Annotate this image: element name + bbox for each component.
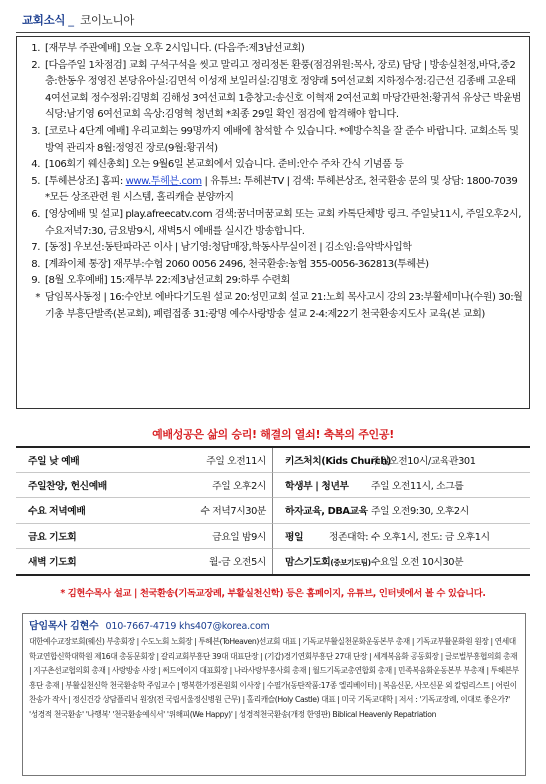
section-subtitle: 코이노니아 (80, 13, 135, 27)
news-text (45, 174, 523, 207)
worship-name: 맘스기도회 (285, 557, 331, 569)
worship-name: 키즈처치(Kids Church) (285, 456, 391, 468)
news-text: [코로나 4단계 예배] 우리교회는 99명까지 예배에 참석할 수 있습니다. *예방수칙을 잘 준수 바랍니다. 교회소독 및 방역 관리자 8월:정영진 장로(9월:황귀석) (45, 125, 519, 154)
pastor-bio: 대한예수교장로회(웨신) 부총회장 | 수도노회 노회장 | 투헤븐(ToHeaven)선교회 대표 | 기독교부활실천문화운동본부 총재 | 기독교부활문화원 원장 | 연세대학교연합신학대학원 제16대 총동문회장 | 갈리교회부흥단 39대 대표단장 | (기갑)경기연회부흥단 27대 단장 | 세계복음화 공동회장 | 글로벌부흥협의회 총재 | 지구촌선교협의회 총재 | 사랑방송 사장 | 써드에이지 대표회장 | 나라사랑부흥사회 총재 | 월드기독교총연합회 총재 | 민족복음화운동본부 부총재 | 투헤븐부흥단 총재 | 부활실천신학 천국환송학 주임교수 | 행복한가정론원회 이사장 | 수필가(동탄작품:17종 엘리베이터) | 복음신문, 사모신문 외 칼럼리스트 | 어린이찬송가 작사 | 정신건강 상담플리닉 원장(전 국립서울정신병원 근무) | 홀리캐슬(Holy Castle) 대표 | 미국 기독교대학 | 저서 : '기독교장례, 이대로 좋은가?' '성경적 천국환송' '나행복' '천국환송예식서' '위해피(We Happy)' | 성경적천국환송(개정 한영판) Biblical Heavenly Repatriation (29, 637, 519, 719)
news-number: * (35, 291, 40, 303)
broadcast-notice: * 김현수목사 설교 | 천국환송(기독교장례, 부활실천신학) 등은 홈페이지, 유튜브, 인터넷에서 볼 수 있습니다. (60, 588, 486, 599)
worship-name-note: (중보기도팀) (330, 558, 371, 568)
worship-name: 학생부 | 청년부 (285, 481, 349, 493)
worship-row (273, 498, 530, 523)
news-item-cleaning (27, 58, 523, 124)
news-text: [계좌이체 통장] 재무부:수협 2060 0056 2496, 천국환송:농협 355-0056-362813(투헤븐) (45, 258, 429, 270)
worship-time: 주일오전10시/교육관301 (371, 456, 476, 468)
news-text: [106회기 웨신총회] 오는 9월6일 본교회에서 있습니다. 준비:안수 주차 간식 기념품 등 (45, 159, 404, 171)
news-list (16, 36, 530, 409)
worship-time: 주일 오전11시, 소그룹 (371, 481, 464, 493)
title-separator: _ (68, 13, 74, 27)
worship-name: 하자교육, DBA교육 (285, 506, 368, 518)
pastor-header (29, 617, 519, 632)
worship-row (16, 524, 273, 549)
news-text-after: | 유튜브: 투헤븐TV | 검색: 투헤븐상조, 천국환송 문의 및 상담: 1800-7039 *모든 상조관련 원 시스템, 홀리캐슬 분양까지 (45, 175, 518, 204)
news-item-covid (27, 124, 523, 157)
worship-name: 새벽 기도회 (28, 557, 77, 569)
worship-row (16, 498, 273, 523)
worship-time: 수 저녁7시30분 (200, 506, 266, 518)
news-item-funeral-service (27, 174, 523, 207)
pastor-profile-box (22, 613, 526, 776)
news-number: 8. (31, 258, 40, 270)
worship-time: 주일 오전9:30, 오후2시 (371, 506, 469, 518)
worship-name-group (285, 554, 371, 569)
news-number: 7. (31, 242, 40, 254)
worship-row (273, 448, 530, 473)
worship-time: 월-금 오전5시 (208, 557, 266, 569)
homepage-link[interactable]: www.투헤븐.com (125, 175, 202, 187)
worship-name: 평일 (285, 531, 304, 543)
news-text: [동정] 우보선:동탄파라곤 이사 | 남기영:청담매장,학동사무실이전 | 김소임:음악박사입학 (45, 242, 412, 254)
news-number: 5. (31, 175, 40, 187)
pastor-contact: 010-7667-4719 khs407@korea.com (105, 621, 270, 632)
worship-row (16, 549, 273, 574)
news-number: 1. (31, 43, 40, 54)
worship-name: 수요 저녁예배 (28, 506, 86, 518)
worship-row (16, 473, 273, 498)
worship-slogan: 예배성공은 삶의 승리! 해결의 열쇠! 축복의 주인공! (152, 428, 394, 441)
worship-time: 정존대학: 수 오후1시, 전도: 금 오후1시 (329, 531, 490, 543)
news-text: [재무부 주관예배] 오늘 오후 2시입니다. (다음주:제3남선교회) (45, 43, 305, 54)
worship-row (16, 448, 273, 473)
news-text-before: [투헤븐상조] 홈피: (45, 175, 126, 187)
section-title: 교회소식 (22, 13, 66, 27)
worship-schedule-table (16, 446, 530, 576)
news-item-bank-account (27, 257, 523, 274)
worship-time: 금요일 밤9시 (212, 531, 266, 543)
news-number: 9. (31, 275, 40, 287)
header-divider (16, 32, 530, 33)
news-number: 4. (31, 159, 40, 171)
news-item-service-host (27, 41, 523, 58)
worship-name: 금요 기도회 (28, 531, 77, 543)
news-item-afternoon-service (27, 273, 523, 290)
news-item-members-news (27, 240, 523, 257)
news-number: 3. (31, 125, 40, 137)
news-text: [8월 오후예배] 15:재무부 22:제3남선교회 29:하루 수련회 (45, 275, 290, 287)
pastor-name: 담임목사 김현수 (29, 621, 99, 632)
news-number: 6. (31, 208, 40, 220)
news-text: [다음주일 1차점검] 교회 구석구석을 씻고 말리고 정리정돈 환풍(점검위원:목사, 장로) 담당 | 방송실천정,바닥,중2층:한동우 정영진 본당유아실:김면석 이성재 보일러실:김명호 정양래 5여선교회 지하정수정:김근선 김종배 고운태 4여선교회 정수정위:김명희 김해성 3여선교회 1층창고:송신호 이혁재 2여선교회 마당간판천:황귀석 유상근 박윤범 식당:남기영 6여선교회 옥상:김영혁 청년회 *최종 29일 확인 점검에 합격해야 합니다. (45, 59, 522, 121)
news-text: 담임목사동정 | 16:수안보 에바다기도원 설교 20:성민교회 설교 21:노회 목사고시 강의 23:부활세미나(수원) 30:월기총 부흥단발족(본교회), 폐렴접종 31:광명 예수사랑방송 설교 2-4:제22기 천국환송지도사 교육(본 교회) (45, 291, 523, 320)
news-item-video-worship (27, 207, 523, 240)
worship-name: 주일찬양, 헌신예배 (28, 481, 107, 493)
worship-time: 주일 오전11시 (206, 456, 266, 468)
news-item-assembly (27, 157, 523, 174)
worship-time: 수요일 오전 10시30분 (371, 557, 464, 569)
worship-row (273, 549, 530, 574)
section-header (22, 12, 134, 28)
worship-row (273, 473, 530, 498)
news-text: [영상예배 및 설교] play.afreecatv.com 검색:꿈너머꿈교회 또는 교회 카톡단체방 링크. 주일낮11시, 주일오후2시, 수요저녁7:30, 금요밤9시, 새벽5시 예배를 실시간 방송합니다. (45, 208, 521, 237)
news-item-pastor-schedule (27, 290, 523, 323)
worship-row (273, 524, 530, 549)
worship-time: 주일 오후2시 (212, 481, 266, 493)
news-number: 2. (31, 59, 40, 71)
worship-name: 주일 낮 예배 (28, 456, 80, 468)
